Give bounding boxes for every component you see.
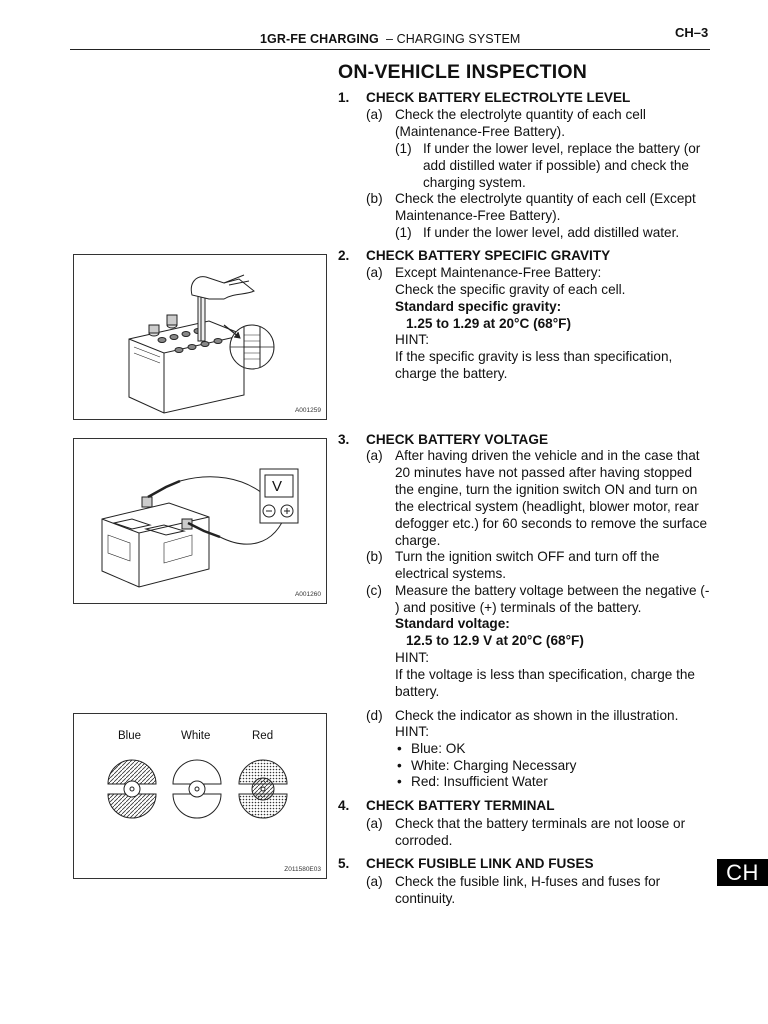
step-1-number: 1.	[338, 90, 350, 105]
step-3-number: 3.	[338, 432, 350, 447]
step-5a-line1: Check the fusible link, H-fuses and fuses for	[395, 874, 661, 889]
step-3b-line2: electrical systems.	[395, 566, 507, 581]
page-number: CH–3	[675, 25, 709, 40]
hydrometer-battery-illustration	[74, 255, 326, 419]
step-2-hint-line2: charge the battery.	[395, 366, 508, 381]
voltmeter-display: V	[272, 478, 283, 495]
step-1b-line1: Check the electrolyte quantity of each cell (Except	[395, 191, 696, 206]
step-5a-line2: continuity.	[395, 891, 456, 906]
step-2-hint-label: HINT:	[395, 332, 429, 347]
figure-1-code: A001259	[294, 407, 321, 414]
header-rule	[70, 49, 710, 50]
step-4-title: CHECK BATTERY TERMINAL	[366, 798, 555, 813]
indicator-label-white: White	[181, 730, 211, 742]
step-1a1-label: (1)	[395, 141, 412, 156]
step-2-number: 2.	[338, 248, 350, 263]
bullet: •	[397, 741, 402, 756]
bullet: •	[397, 758, 402, 773]
indicator-label-blue: Blue	[118, 730, 142, 742]
step-4-number: 4.	[338, 798, 350, 813]
bullet: •	[397, 774, 402, 789]
step-5a-label: (a)	[366, 874, 383, 889]
step-3c-label: (c)	[366, 583, 382, 598]
step-3a-line4: the electrical system (headlight, blower motor, rear	[395, 499, 699, 514]
step-3c-line1: Measure the battery voltage between the negative (-	[395, 583, 710, 598]
step-3-standard-value: 12.5 to 12.9 V at 20°C (68°F)	[406, 633, 584, 648]
step-3a-line1: After having driven the vehicle and in the case that	[395, 448, 700, 463]
step-3a-label: (a)	[366, 448, 383, 463]
step-2-standard-label: Standard specific gravity:	[395, 299, 562, 314]
step-3-standard-label: Standard voltage:	[395, 616, 510, 631]
header-title	[260, 32, 520, 46]
step-3a-line3: the engine, turn the ignition switch ON and turn on	[395, 482, 698, 497]
figure-specific-gravity	[73, 254, 327, 420]
step-1b1-label: (1)	[395, 225, 412, 240]
step-3d-label: (d)	[366, 708, 383, 723]
indicator-illustration	[74, 714, 326, 878]
step-3c-line2: ) and positive (+) terminals of the battery.	[395, 600, 642, 615]
step-1a-label: (a)	[366, 107, 383, 122]
step-3a-line5: defogger etc.) for 60 seconds to remove the surface	[395, 516, 708, 531]
section-title: ON-VEHICLE INSPECTION	[338, 61, 588, 83]
step-3-hint-line2: battery.	[395, 684, 440, 699]
step-3-title: CHECK BATTERY VOLTAGE	[366, 432, 549, 447]
step-3-hint-line1: If the voltage is less than specification, charge the	[395, 667, 695, 682]
step-4a-line2: corroded.	[395, 833, 453, 848]
figure-battery-voltage	[73, 438, 327, 604]
step-2-standard-value: 1.25 to 1.29 at 20°C (68°F)	[406, 316, 572, 331]
step-3a-line2: 20 minutes have not passed after having stopped	[395, 465, 692, 480]
step-2-hint-line1: If the specific gravity is less than specification,	[395, 349, 673, 364]
step-1a1-line3: charging system.	[423, 175, 526, 190]
step-1a-line2: (Maintenance-Free Battery).	[395, 124, 565, 139]
step-5-number: 5.	[338, 856, 350, 871]
indicator-blue-text: Blue: OK	[411, 741, 466, 756]
figure-indicator	[73, 713, 327, 879]
step-1a1-line2: add distilled water if possible) and check the	[423, 158, 689, 173]
header-title-bold: 1GR-FE CHARGING	[260, 32, 379, 46]
step-3b-line1: Turn the ignition switch OFF and turn off the	[395, 549, 660, 564]
step-1a-line1: Check the electrolyte quantity of each cell	[395, 107, 646, 122]
step-3-hint-label: HINT:	[395, 650, 429, 665]
step-2a-label: (a)	[366, 265, 383, 280]
header-title-rest: – CHARGING SYSTEM	[386, 32, 521, 46]
step-1b-line2: Maintenance-Free Battery).	[395, 208, 561, 223]
step-3b-label: (b)	[366, 549, 383, 564]
indicator-white-text: White: Charging Necessary	[411, 758, 577, 773]
indicator-label-red: Red	[252, 730, 274, 742]
figure-3-code: Z011580E03	[284, 866, 321, 873]
step-4a-line1: Check that the battery terminals are not loose or	[395, 816, 686, 831]
step-2-title: CHECK BATTERY SPECIFIC GRAVITY	[366, 248, 611, 263]
step-3d-hint-label: HINT:	[395, 724, 429, 739]
chapter-tab: CH	[717, 859, 768, 886]
step-1b-label: (b)	[366, 191, 383, 206]
indicator-red-text: Red: Insufficient Water	[411, 774, 548, 789]
step-5-title: CHECK FUSIBLE LINK AND FUSES	[366, 856, 594, 871]
step-3a-line6: charge.	[395, 533, 441, 548]
step-3d-line1: Check the indicator as shown in the illustration.	[395, 708, 679, 723]
figure-2-code: A001260	[294, 591, 321, 598]
step-2a-line1: Except Maintenance-Free Battery:	[395, 265, 602, 280]
step-1b1-line1: If under the lower level, add distilled water.	[423, 225, 680, 240]
step-2a-line2: Check the specific gravity of each cell.	[395, 282, 626, 297]
step-1a1-line1: If under the lower level, replace the battery (or	[423, 141, 701, 156]
step-4a-label: (a)	[366, 816, 383, 831]
step-1-title: CHECK BATTERY ELECTROLYTE LEVEL	[366, 90, 631, 105]
voltmeter-battery-illustration	[74, 439, 326, 603]
